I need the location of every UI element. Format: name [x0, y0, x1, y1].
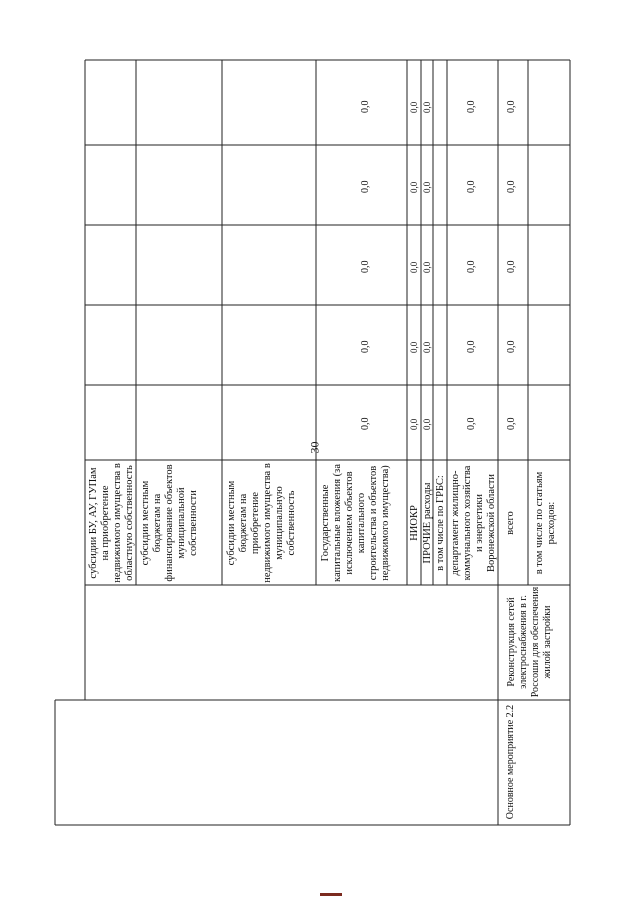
row-label-department: департамент жилищно-коммунального хозяйства и энергетики Воронежской области — [450, 465, 497, 581]
value-cell: 0,0 — [360, 260, 371, 273]
value-cell: 0,0 — [422, 261, 432, 273]
value-cell: 0,0 — [422, 101, 432, 113]
value-cell: 0,0 — [466, 260, 477, 273]
value-cell: 0,0 — [360, 180, 371, 193]
value-cell: 0,0 — [422, 341, 432, 353]
value-cell: 0,0 — [360, 340, 371, 353]
value-cell: 0,0 — [360, 417, 371, 430]
value-cell: 0,0 — [506, 180, 517, 193]
value-cell: 0,0 — [466, 417, 477, 430]
page-number: 30 — [307, 441, 322, 454]
row-label-niokr: НИОКР — [409, 505, 420, 541]
row-label-by-articles: в том числе по статьям расходов: — [534, 471, 557, 575]
value-cell: 0,0 — [409, 261, 419, 273]
main-event-code: Основное мероприятие 2.2 — [505, 704, 516, 820]
main-event-title: Реконструкция сетей электроснабжения в г. Россоши для обеспечения жилой застройки — [506, 586, 553, 698]
row-label-subsidies-bu: субсидии БУ, АУ, ГУПам на приобретение недвижимого имущества в областную собственность — [88, 463, 135, 583]
row-label-other-expenses: ПРОЧИЕ расходы — [422, 482, 433, 564]
value-cell: 0,0 — [466, 340, 477, 353]
value-cell: 0,0 — [466, 180, 477, 193]
value-cell: 0,0 — [360, 100, 371, 113]
value-cell: 0,0 — [506, 417, 517, 430]
value-cell: 0,0 — [409, 101, 419, 113]
row-label-grbs: в том числе по ГРБС: — [435, 475, 446, 571]
row-label-capital-investments: Государственные капитальные вложения (за исключением объектов капитального строительства и объектов недвижимого имущества) — [320, 464, 391, 582]
row-label-total: всего — [505, 511, 516, 535]
value-cell: 0,0 — [506, 260, 517, 273]
row-label-subsidies-municipal-acquisition: субсидии местным бюджетам на приобретение недвижимого имущества в муниципальную собственность — [226, 463, 297, 583]
value-cell: 0,0 — [422, 418, 432, 430]
value-cell: 0,0 — [506, 340, 517, 353]
value-cell: 0,0 — [506, 100, 517, 113]
value-cell: 0,0 — [409, 181, 419, 193]
value-cell: 0,0 — [409, 341, 419, 353]
value-cell: 0,0 — [422, 181, 432, 193]
scan-mark — [320, 893, 342, 896]
value-cell: 0,0 — [409, 418, 419, 430]
row-label-subsidies-municipal-financing: субсидии местным бюджетам на финансирование объектов муниципальной собственности — [140, 464, 199, 582]
value-cell: 0,0 — [466, 100, 477, 113]
